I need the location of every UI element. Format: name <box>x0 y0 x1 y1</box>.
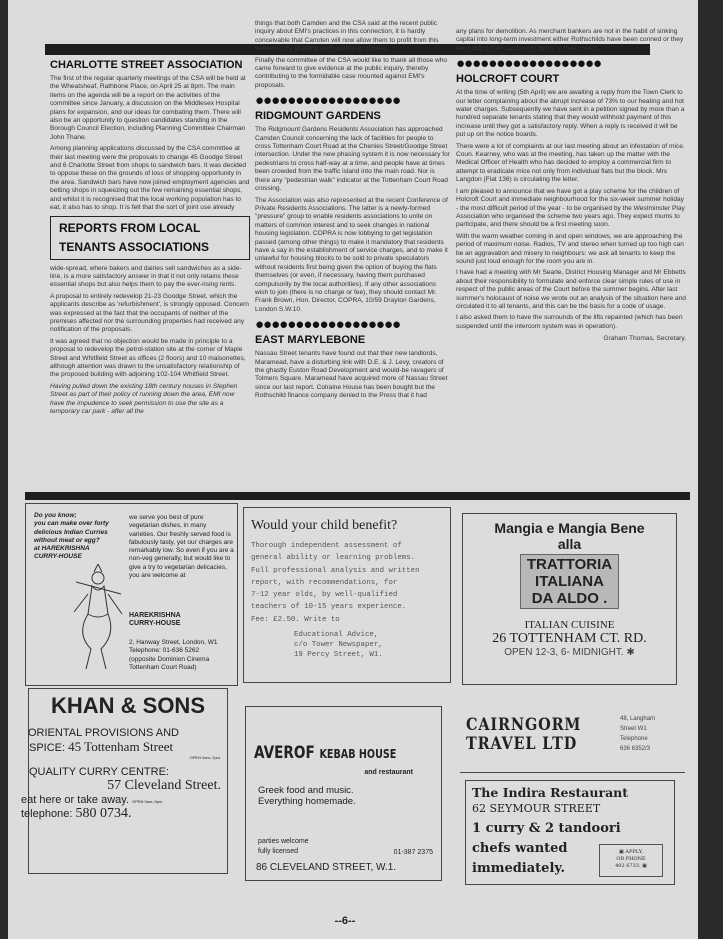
heading-charlotte-street: CHARLOTTE STREET ASSOCIATION <box>50 59 243 71</box>
ad-intro <box>34 512 109 562</box>
ad-line: chefs wanted <box>472 841 568 856</box>
ad-address <box>620 714 655 754</box>
ad-extra <box>258 837 309 857</box>
body-line: general ability or learning problems. <box>251 554 416 563</box>
extra-line: parties welcome <box>258 838 309 845</box>
ad-hours: OPEN 12-3, 6- MIDNIGHT. ✱ <box>504 647 635 658</box>
open-2: OPEN 9am–9pm. <box>132 799 164 804</box>
ad-name <box>254 743 396 763</box>
paragraph: There were a lot of complaints at our last meeting about an infestation of mice. Coun. Kearney, who was at the meeting, has taken up the matter with the Medical Officer of Health who has decided to employ a commercial firm to attempt to eradicate mice not only from individual flats but the block. Mrs Langdon (Flat 136) is circulating the letter. <box>456 142 685 184</box>
body-line: Thorough independent assessment of <box>251 542 402 550</box>
reports-line-2: TENANTS ASSOCIATIONS <box>59 239 210 254</box>
ad-harekrishna <box>25 503 238 686</box>
paragraph: any plans for demolition. As merchant bankers are not in the habit of sinking capital into long-term investment either Rothschilds have been conned or they are holding their cards very tightly to their chests. <box>456 28 684 52</box>
paragraph: At the time of writing (5th April) we are awaiting a reply from the Town Clerk to our letter complaining about the abrupt increase of 73% to our heating and hot water charges. Subsequently we have sent in a petition signed by more than a hundred separate tenants stating that they would withhold payment of this increase until they got a satisfactory reply. When a reply is received it will be put up on the notice boards. <box>456 89 685 139</box>
paragraph: I have had a meeting with Mr Searle, District Housing Manager and Mr Ebbetts about their responsibility to formulate and enforce clear simple rules of use in respect of the public areas of the Court before the summer begins. After last summer's holocaust of noise we wrote out an analysis of the situation here and circulated it to all tenants, and this can be the basis for a code of usage. <box>456 269 686 310</box>
ad-phone: 01-387 2375 <box>393 849 433 856</box>
dots-separator: ●●●●●●●●●●●●●●●●●● <box>255 317 401 333</box>
ad-name <box>129 612 181 629</box>
ad-indira <box>465 780 675 885</box>
intro-line: you can make over forty <box>34 520 109 528</box>
desc-line: Greek food and music. <box>258 785 354 796</box>
paragraph: Finally the committee of the CSA would like to thank all those who came forward to give evidence at the public inquiry, thereby contributing to the formidable case mounted against EMI's proposals. <box>255 56 448 89</box>
paragraph: It was agreed that no objection would be made in principle to a proposal to redevelop the petrol-station site at the corner of Maple Street and Whitfield Street as offices (2 floors) and 10 maisonettes, although attention was drawn to the unsatisfactory relationship of the proposed building with adjoining 102-104 Whitfield Street. <box>50 337 246 379</box>
kebab-house: KEBAB HOUSE <box>319 747 397 761</box>
intro-line: CURRY-HOUSE <box>34 553 82 561</box>
ad-line-5 <box>21 794 227 806</box>
reports-line-1: REPORTS FROM LOCAL <box>59 220 201 235</box>
section-divider <box>25 492 690 500</box>
box-line: TRATTORIA <box>526 556 613 573</box>
ad-line: 1 curry & 2 tandoori <box>472 821 621 836</box>
ad-address: 86 CLEVELAND STREET, W.1. <box>256 862 397 873</box>
heading-east-marylebone: EAST MARYLEBONE <box>255 334 366 347</box>
box-line: DA ALDO . <box>531 590 608 607</box>
column-3 <box>456 28 686 344</box>
address-line: c/o Tower Newspaper, <box>294 641 383 649</box>
ad-line-1: Mangia e Mangia Bene <box>494 520 645 536</box>
apply-line: OR PHONE <box>616 856 646 862</box>
body-line: Full professional analysis and written <box>251 566 420 575</box>
body-line: Fee: £2.50. Write to <box>251 615 340 624</box>
intro-line: Do you know; <box>34 512 77 519</box>
ad-trattoria-aldo <box>462 513 677 685</box>
ad-address <box>294 630 383 660</box>
ad-apply-box <box>599 844 663 877</box>
ad-title: The Indira Restaurant <box>472 785 629 800</box>
apply-line: 402 6733. ▣ <box>615 863 647 869</box>
body-line: report, with recommendations, for <box>251 578 398 587</box>
intro-line: without meat or egg? <box>34 536 100 544</box>
ad-telephone <box>21 806 227 822</box>
apply-line: ▣ APPLY, <box>619 849 643 855</box>
intro-line: delicious Indian Curries <box>34 528 108 536</box>
address-line: 19 Percy Street, W1. <box>294 651 383 659</box>
ad-averof <box>245 706 442 881</box>
address-line: Street W1 <box>620 726 647 732</box>
paragraph: A proposal to entirely redevelop 21-23 Goodge Street, which the applicants describe as 'refurbishment', is strongly opposed. Concern was expressed at the fact that the occupants of neither of the premises affected nor the surrounding properties had received any notification of the proposals. <box>50 292 249 334</box>
address-line: Educational Advice, <box>294 631 379 639</box>
ad-line-1: ORIENTAL PROVISIONS AND <box>28 727 179 739</box>
paragraph: wide-spread, where bakers and dairies sell sandwiches as a side-line, is a more satisfactory answer in that it not only retains these essential shops but also helps them to pay the ever-rising rents. <box>50 264 242 289</box>
dots-separator: ●●●●●●●●●●●●●●●●●● <box>456 56 602 72</box>
ad-title: Would your child benefit? <box>251 518 398 533</box>
krishna-illustration <box>66 564 131 674</box>
ad-line-2: alla <box>557 536 582 552</box>
name-line: CAIRNGORM <box>466 715 582 735</box>
ad-address <box>129 639 218 672</box>
paragraph: The Ridgmount Gardens Residents Association has approached Camden Council concerning the lack of facilities for people to cross Tottenham Court Road at the Chenies Street/Goodge Street intersection. Under the new phasing system it is now necessary for pedestrians to cross half-way at a time, and people have at times been crowded from the traffic island into the main road. Nor is there any "pedestrian walk" indicator at the Tottenham Court Road crossing. <box>255 126 450 193</box>
ad-line-3: QUALITY CURRY CENTRE: <box>29 766 169 778</box>
box-line: ITALIANA <box>535 573 604 590</box>
ad-body <box>251 540 420 626</box>
ad-rest: and restaurant <box>364 769 413 776</box>
ad-cuisine: ITALIAN CUISINE <box>524 619 615 631</box>
ad-desc <box>258 785 356 807</box>
spice-label: SPICE: <box>29 742 66 754</box>
paragraph: Among planning applications discussed by the CSA committee at their last meeting were the proposals to change 45 Goodge Street and 6 Charlotte Street from shops to sandwich bars. It was decided to oppose these on the grounds of loss of shopping opportunity in the area. Sandwich bars have now joined employment agencies and betting shops in squeezing out the few remaining essential shops, and whilst it is recognised that the local working population has to eat, it also has to shop. It is felt that the sort of joint use already <box>50 145 250 212</box>
ad-cairngorm <box>460 708 685 773</box>
heading-ridgmount: RIDGMOUNT GARDENS <box>255 110 381 123</box>
intro-line: at HAREKRISHNA <box>34 545 90 553</box>
ad-line: immediately. <box>472 861 565 876</box>
averof: AVEROF <box>254 743 315 763</box>
paragraph: I am pleased to announce that we have got a play scheme for the children of Holcroft Court and immediate neighbourhood for the six-week summer holiday - the most difficult period of the year - to be organised by the Westminster Play Association who organised the scheme two years ago. They expect mums to participate, and there should be a first meeting soon. <box>456 187 685 229</box>
tottenham-street: 45 Tottenham Street <box>68 739 174 754</box>
reports-box <box>50 216 250 260</box>
address-line: 48, Langham <box>620 716 656 722</box>
address-line: Tottenham Court Road) <box>129 663 197 671</box>
tel-label: telephone: <box>21 808 73 820</box>
ad-address: 26 TOTTENHAM CT. RD. <box>492 631 647 646</box>
extra-line: fully licensed <box>258 848 299 855</box>
ad-title: KHAN & SONS <box>50 693 205 718</box>
body-line: teachers of 10-15 years experience. <box>251 603 407 612</box>
heading-holcroft-court: HOLCROFT COURT <box>456 73 560 86</box>
paragraph: With the warm weather coming in and open windows, we are approaching the period of maximum noise. Radios, TV and stereo when turned up too high can be an aggravation and misery to neighbours: we ask all tenants to keep the sound just loud enough for the room you are in. <box>456 232 684 265</box>
paragraph: I also asked them to have the surrounds of the lifts repainted (which has been suspended until the intercom system was in operation). <box>456 314 683 330</box>
ad-child-benefit <box>243 507 451 683</box>
address-line: 2, Hanway Street, London, W1 <box>129 639 218 646</box>
paragraph: things that both Camden and the CSA said at the recent public inquiry about EMI's practices in this connection, it is hardly conceivable that Camden will now allow them to profit from this behaviour by granting them planning consent. <box>255 20 439 53</box>
page-number: --6-- <box>334 915 356 927</box>
column-2 <box>255 20 450 404</box>
tel-number: 580 0734. <box>75 806 132 821</box>
dots-separator: ●●●●●●●●●●●●●●●●●● <box>255 93 401 109</box>
ad-line-2 <box>29 739 227 755</box>
eat-here: eat here or take away. <box>21 794 130 806</box>
paragraph: Having pulled down the existing 18th century houses in Stephen Street as part of their policy of running down the area, EMI now have the impudence to seek permission to use the site as a temporary car park - after all the <box>50 382 238 415</box>
column-1 <box>50 57 250 419</box>
paragraph: The first of the regular quarterly meetings of the CSA will be held at the Wheatsheaf, Rathbone Place, on April 25 at 8pm. The main items on the agenda will be a report on the activities of the committee since January, a discussion on the Middlesex Hospital plans for expansion, and our ideas for combating them. There will also be an opportunity to question candidates standing in the Borough Council Election, including Planning Committee Chairman John Thane. <box>50 75 246 141</box>
ad-khan-sons <box>21 688 228 874</box>
ad-address: 62 SEYMOUR STREET <box>472 802 601 815</box>
ad-name-box <box>520 554 619 609</box>
ad-body: we serve you best of pure vegetarian dishes, in many varieties. Our freshly served food is fabulously tasty, yet our charges are remarkably low. So even if you are a non-veg generally, but would like to give a try to vegetarian delicacies, you are welcome at <box>129 514 234 580</box>
desc-line: Everything homemade. <box>258 796 356 807</box>
paragraph: Nassau Street tenants have found out that their new landlords, Maramead, have a disturbing link with D.E. & J. Levy, creators of the ghastly Euston Road Development and would-be ravagers of Tolmers Square. Maramead have acquired more of Nassau Street since our last report. Colraine House has been bought but the Rothschild finance company denied to the Press that it had <box>255 350 448 400</box>
name-line: CURRY-HOUSE <box>129 620 181 628</box>
ad-open-1: OPEN 9am–7pm. <box>189 755 221 760</box>
name-line: HAREKRISHNA <box>129 612 181 619</box>
ad-line-4: 57 Cleveland Street. <box>107 778 221 793</box>
name-line: TRAVEL LTD <box>466 734 578 754</box>
signature: Graham Thomas, Secretary. <box>603 335 686 343</box>
address-line: 636 6352/3 <box>620 746 651 752</box>
ad-name <box>466 716 581 754</box>
address-line: Telephone <box>620 736 648 742</box>
body-line: 7-12 year olds, by well-qualified <box>251 591 398 600</box>
address-line: Telephone: 01-636 5262 <box>129 647 200 655</box>
paragraph: The Association was also represented at the recent Conference of Private Residents Associations. The latter is a newly-formed "pressure" group to enable residents associations to unite on matters of common interest and to seek changes in national housing legislation. COPRA is now lobbying to get legislation passed (among other things) to make it mandatory that residents have a say in the establishment of service charges, and to make it unlawful for housing blocks to be sold to private speculators without residents first being given the option of buying the flats themselves (or even, if necessary, having them purchased compulsorily by the local authorities). If any other associations wish to join (there is no charge or fee), they should contact Mr. Frank Brown, Hon. Director, COPRA, 10/59 Drayton Gardens, London S.W.10. <box>255 196 448 313</box>
address-line: (opposite Dominion Cinema <box>129 655 210 663</box>
